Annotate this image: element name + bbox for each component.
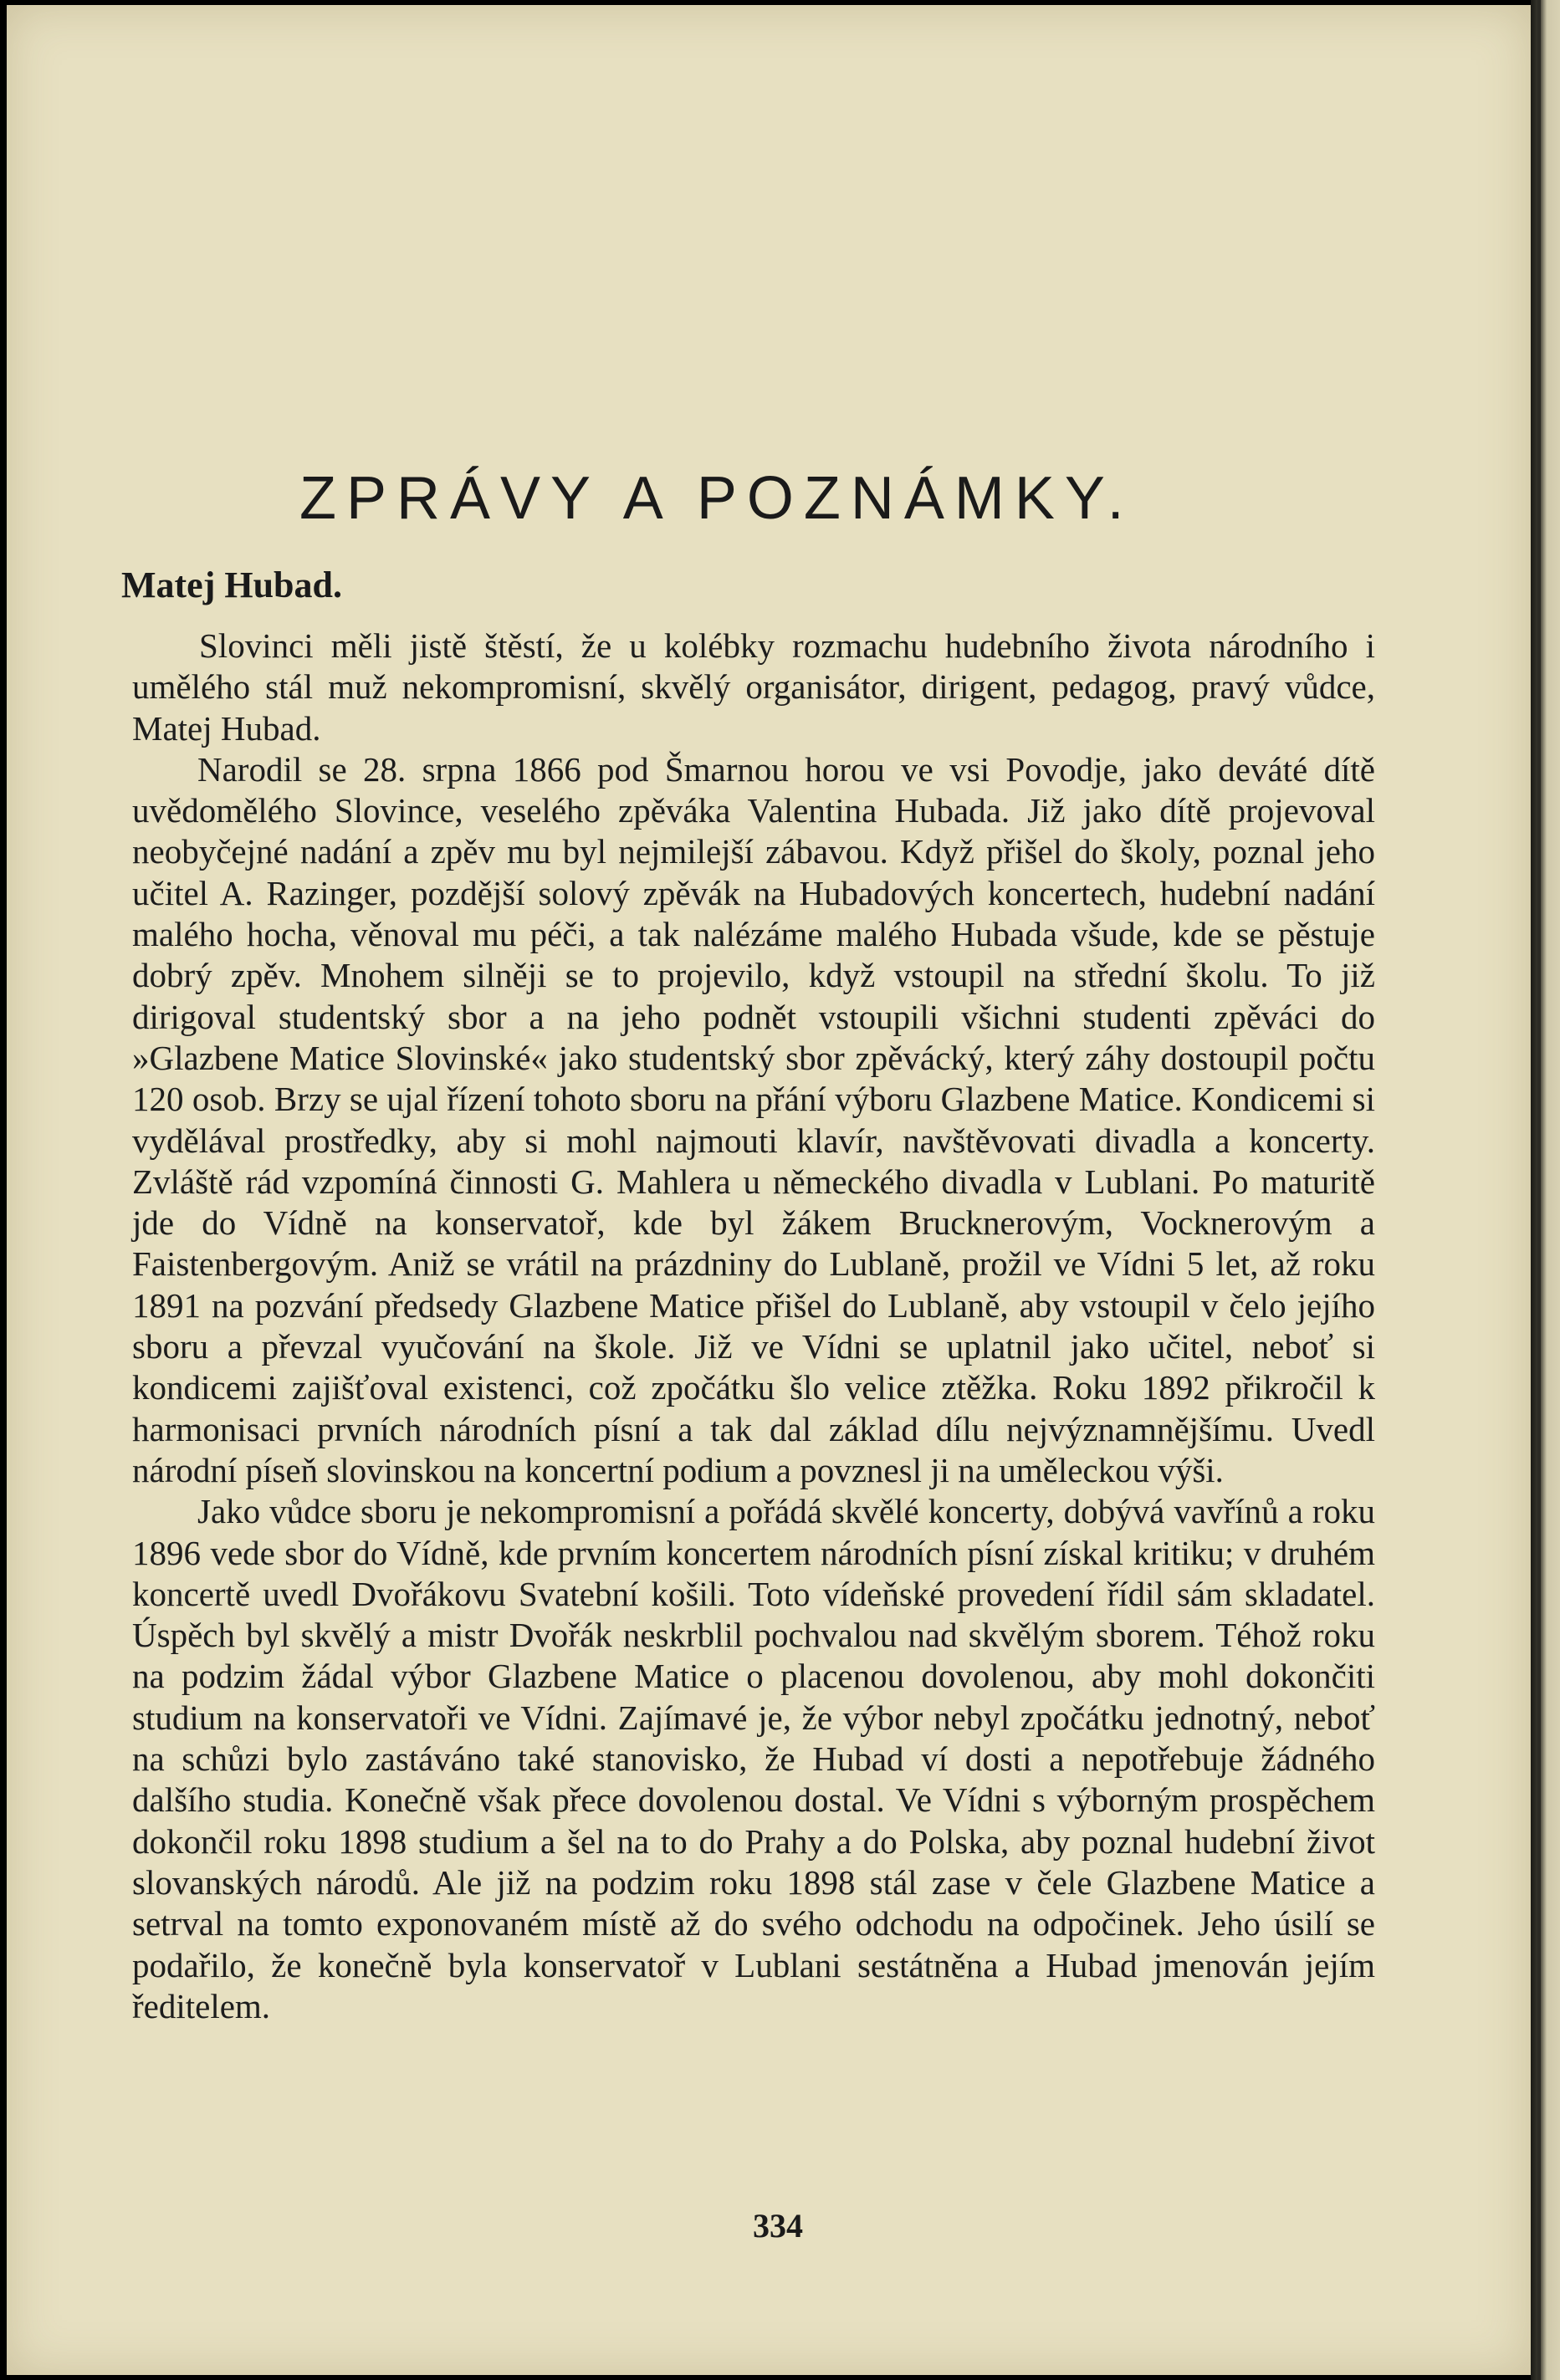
page-binding-edge bbox=[1531, 0, 1560, 2380]
page-number: 334 bbox=[753, 2207, 803, 2245]
paragraph-intro: Slovinci měli jistě štěstí, že u kolébky rozmachu hudebního života národního i umělého stál muž nekompromisní, skvělý organisátor, dirigent, pedagog, pravý vůdce, Matej Hubad. bbox=[132, 626, 1375, 748]
section-heading: ZPRÁVY A POZNÁMKY. bbox=[299, 465, 1134, 532]
page-binding-shadow bbox=[1537, 0, 1541, 2380]
article-body bbox=[132, 626, 1375, 2027]
paragraph-biography: Narodil se 28. srpna 1866 pod Šmarnou horou ve vsi Povodje, jako deváté dítě uvědomělého Slovince, veselého zpěváka Valentina Hubada. Již jako dítě projevoval neobyčejné nadání a zpěv mu byl nejmilejší zábavou. Když přišel do školy, poznal jeho učitel A. Razinger, pozdější solový zpěvák na Hubadových koncertech, hudební nadání malého hocha, věnoval mu péči, a tak nalézáme malého Hubada všude, kde se pěstuje dobrý zpěv. Mnohem silněji se to projevilo, když vstoupil na střední školu. To již dirigoval studentský sbor a na jeho podnět vstoupili všichni studenti zpěváci do »Glazbene Matice Slovinské« jako studentský sbor zpěvácký, který záhy dostoupil počtu 120 osob. Brzy se ujal řízení tohoto sboru na přání výboru Glazbene Matice. Kondicemi si vydělával prostředky, aby si mohl najmouti klavír, navštěvovati divadla a koncerty. Zvláště rád vzpomíná činnosti G. Mahlera u německého divadla v Lublani. Po maturitě jde do Vídně na konservatoř, kde byl žákem Brucknerovým, Vocknerovým a Faistenbergovým. Aniž se vrátil na prázdniny do Lublaně, prožil ve Vídni 5 let, až roku 1891 na pozvání předsedy Glazbene Matice přišel do Lublaně, aby vstoupil v čelo jejího sboru a převzal vyučování na škole. Již ve Vídni se uplatnil jako učitel, neboť si kondicemi zajišťoval existenci, což zpočátku šlo velice ztěžka. Roku 1892 přikročil k harmonisaci prvních národních písní a tak dal základ dílu nejvýznamnějšímu. Uvedl národní píseň slovinskou na koncertní podium a povznesl ji na uměleckou výši. bbox=[132, 749, 1375, 1489]
paragraph-career: Jako vůdce sboru je nekompromisní a pořádá skvělé koncerty, dobývá vavřínů a roku 1896 vede sbor do Vídně, kde prvním koncertem národních písní získal kritiku; v druhém koncertě uvedl Dvořákovu Svatební košili. Toto vídeňské provedení řídil sám skladatel. Úspěch byl skvělý a mistr Dvořák neskrblil pochvalou nad skvělým sborem. Téhož roku na podzim žádal výbor Glazbene Matice o placenou dovolenou, aby mohl dokončiti studium na konservatoři ve Vídni. Zajímavé je, že výbor nebyl zpočátku jednotný, neboť na schůzi bylo zastáváno také stanovisko, že Hubad ví dosti a nepotřebuje žádného dalšího studia. Konečně však přece dovolenou dostal. Ve Vídni s výborným prospěchem dokončil roku 1898 studium a šel na to do Prahy a do Polska, aby poznal hudební život slovanských národů. Ale již na podzim roku 1898 stál zase v čele Glazbene Matice a setrval na tomto exponovaném místě až do svého odchodu na odpočinek. Jeho úsilí se podařilo, že konečně byla konservatoř v Lublani sestátněna a Hubad jmenován jejím ředitelem. bbox=[132, 1492, 1375, 2025]
article-title: Matej Hubad. bbox=[121, 564, 342, 605]
